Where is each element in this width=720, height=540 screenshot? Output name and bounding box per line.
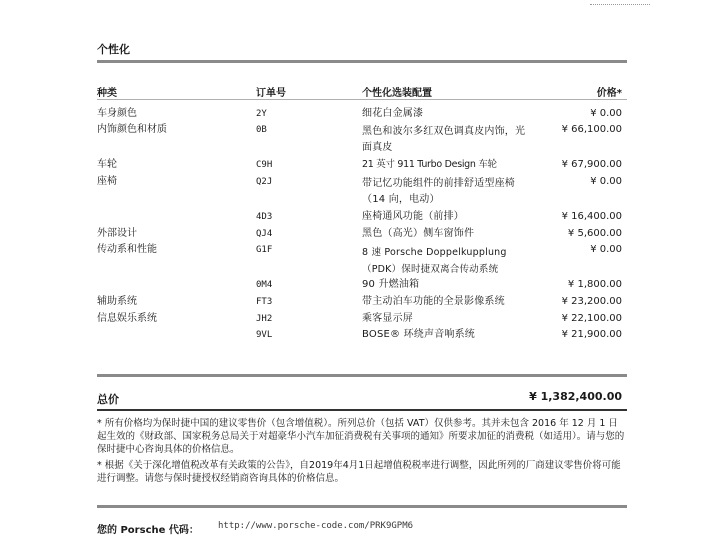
row-price: ¥ 16,400.00 [561,211,622,222]
row-code: QJ4 [256,229,273,239]
row-code: FT3 [256,297,273,307]
row-code: 4D3 [256,212,273,222]
row-category: 车轮 [97,159,117,170]
row-price: ¥ 5,600.00 [567,228,622,239]
header-category: 种类 [97,88,117,99]
row-code: Q2J [256,177,273,187]
row-code: 0M4 [256,280,273,290]
header-price: 价格* [596,88,622,99]
row-price: ¥ 67,900.00 [561,159,622,170]
row-price: ¥ 0.00 [590,244,622,255]
header-order-no: 订单号 [256,88,286,99]
row-category: 座椅 [97,176,117,187]
row-code: 9VL [256,330,273,340]
row-price: ¥ 0.00 [590,176,622,187]
footnote-vat: * 根据《关于深化增值税改革有关政策的公告》，自2019年4月1日起增值税税率进行调整，因此所列的厂商建议零售价将可能进行调整。请您与保时捷授权经销商咨询具体的价格信息。 [97,460,621,484]
row-category: 辅助系统 [97,296,137,307]
row-price: ¥ 1,800.00 [567,279,622,290]
total-bottom-rule [97,409,627,411]
row-desc: 座椅通风功能（前排） [362,211,464,222]
row-category: 外部设计 [97,228,137,239]
row-desc: 21 英寸 911 Turbo Design 车轮 [362,159,497,170]
code-top-rule [97,505,627,508]
row-price: ¥ 0.00 [590,108,622,119]
row-category: 传动系和性能 [97,244,157,255]
row-price: ¥ 21,900.00 [561,329,622,340]
row-code: JH2 [256,314,273,324]
total-top-rule [97,374,627,377]
row-code: C9H [256,160,273,170]
row-code: 0B [256,125,267,135]
row-desc: 带记忆功能组件的前排舒适型座椅（14 向，电动） [362,178,515,205]
row-desc: 乘客显示屏 [362,313,413,324]
section-title: 个性化 [97,43,130,56]
header-rule [97,99,627,100]
header-dotted-mark [590,0,650,5]
section-rule [97,60,627,63]
footnote-price: * 所有价格均为保时捷中国的建议零售价（包含增值税）。所列总价（包括 VAT）仅供参考。其并未包含 2016 年 12 月 1 日起生效的《财政部、国家税务总局关于对超豪华小汽车加征消费税有关事项的通知》所要求加征的消费税（如适用）。请与您的保时捷中心咨询具体的价格信息。 [97,418,625,455]
row-desc: 8 速 Porsche Doppelkupplung（PDK）保时捷双离合传动系统 [362,247,507,275]
row-desc: 细花白金属漆 [362,108,424,119]
porsche-code-link[interactable]: http://www.porsche-code.com/PRK9GPM6 [218,521,414,531]
total-value: ¥ 1,382,400.00 [529,390,622,403]
row-price: ¥ 22,100.00 [561,313,622,324]
row-category: 信息娱乐系统 [97,313,157,324]
total-label: 总价 [97,393,119,406]
row-desc: 带主动泊车功能的全景影像系统 [362,296,505,307]
row-category: 内饰颜色和材质 [97,124,167,135]
porsche-code-label: 您的 Porsche 代码： [97,525,199,536]
row-desc: BOSE® 环绕声音响系统 [362,329,476,340]
row-desc: 黑色和波尔多红双色调真皮内饰，光面真皮 [362,126,526,153]
row-code: 2Y [256,109,267,119]
row-desc: 90 升燃油箱 [362,279,420,290]
row-price: ¥ 66,100.00 [561,124,622,135]
row-category: 车身颜色 [97,108,137,119]
row-code: G1F [256,245,273,255]
header-option: 个性化选装配置 [362,88,432,99]
row-desc: 黑色（高光）侧车窗饰件 [362,228,475,239]
row-price: ¥ 23,200.00 [561,296,622,307]
